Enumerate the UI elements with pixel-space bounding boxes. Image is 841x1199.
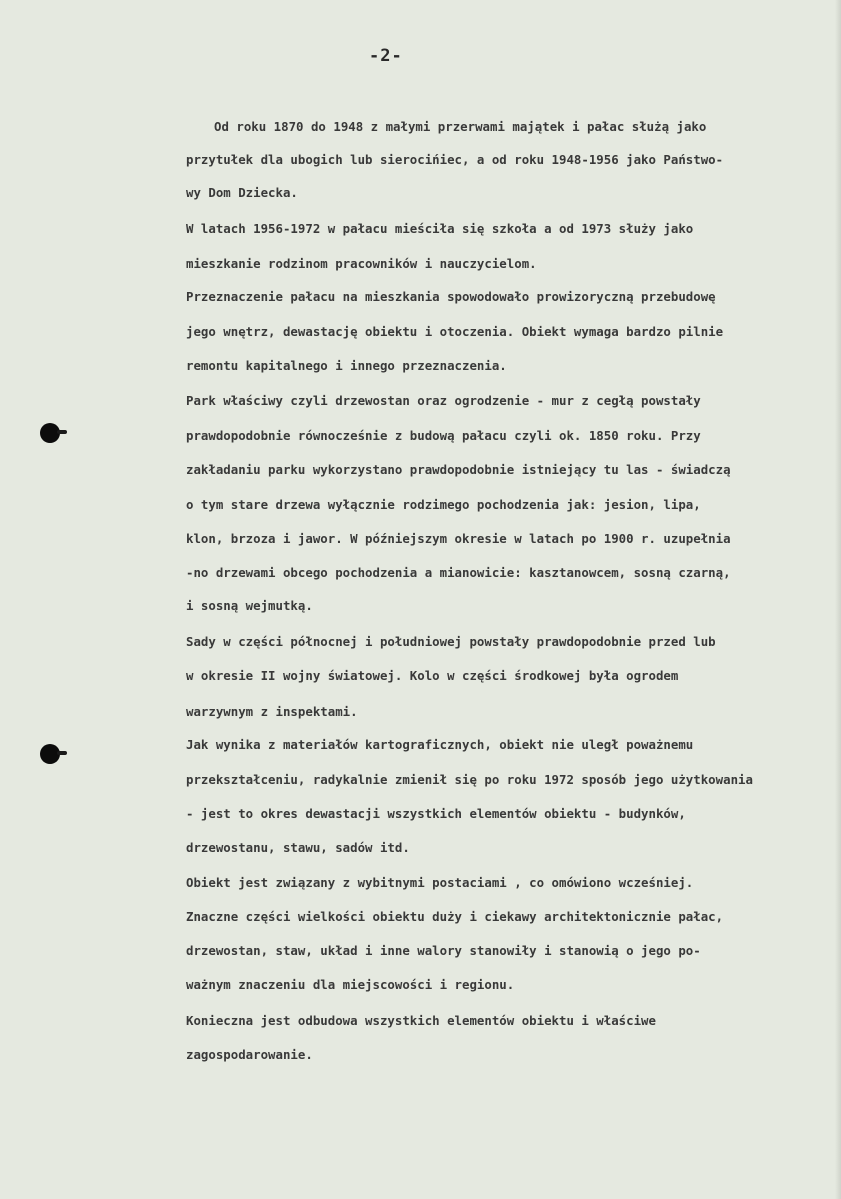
text-line: Konieczna jest odbudowa wszystkich elementów obiektu i właściwe	[186, 1013, 656, 1028]
page-edge-shadow	[835, 0, 841, 1199]
text-line: Od roku 1870 do 1948 z małymi przerwami majątek i pałac służą jako	[214, 119, 707, 134]
text-line: Przeznaczenie pałacu na mieszkania spowodowało prowizoryczną przebudowę	[186, 289, 716, 304]
punch-hole	[40, 423, 60, 443]
text-line: jego wnętrz, dewastację obiektu i otoczenia. Obiekt wymaga bardzo pilnie	[186, 324, 724, 339]
text-line: W latach 1956-1972 w pałacu mieściła się szkoła a od 1973 służy jako	[186, 221, 694, 236]
text-line: przytułek dla ubogich lub sierocińiec, a od roku 1948-1956 jako Państwo-	[186, 152, 724, 167]
text-line: -no drzewami obcego pochodzenia a mianowicie: kasztanowcem, sosną czarną,	[186, 565, 731, 580]
text-line: prawdopodobnie równocześnie z budową pałacu czyli ok. 1850 roku. Przy	[186, 428, 701, 443]
text-line: drzewostan, staw, układ i inne walory stanowiły i stanowią o jego po-	[186, 943, 701, 958]
text-line: o tym stare drzewa wyłącznie rodzimego pochodzenia jak: jesion, lipa,	[186, 497, 701, 512]
text-line: w okresie II wojny światowej. Kolo w części środkowej była ogrodem	[186, 668, 679, 683]
text-line: zakładaniu parku wykorzystano prawdopodobnie istniejący tu las - świadczą	[186, 462, 731, 477]
text-line: wy Dom Dziecka.	[186, 185, 298, 200]
text-line: drzewostanu, stawu, sadów itd.	[186, 840, 410, 855]
text-line: Park właściwy czyli drzewostan oraz ogrodzenie - mur z cegłą powstały	[186, 393, 701, 408]
text-line: Obiekt jest związany z wybitnymi postaciami , co omówiono wcześniej.	[186, 875, 694, 890]
text-line: przekształceniu, radykalnie zmienił się po roku 1972 sposób jego użytkowania	[186, 772, 753, 787]
text-line: i sosną wejmutką.	[186, 598, 313, 613]
text-line: Znaczne części wielkości obiektu duży i ciekawy architektonicznie pałac,	[186, 909, 724, 924]
text-line: remontu kapitalnego i innego przeznaczenia.	[186, 358, 507, 373]
text-line: klon, brzoza i jawor. W późniejszym okresie w latach po 1900 r. uzupełnia	[186, 531, 731, 546]
page-number: -2-	[369, 46, 403, 66]
punch-hole	[40, 744, 60, 764]
text-line: warzywnym z inspektami.	[186, 704, 358, 719]
text-line: Sady w części północnej i południowej powstały prawdopodobnie przed lub	[186, 634, 716, 649]
text-line: - jest to okres dewastacji wszystkich elementów obiektu - budynków,	[186, 806, 686, 821]
text-line: Jak wynika z materiałów kartograficznych, obiekt nie uległ poważnemu	[186, 737, 694, 752]
text-line: zagospodarowanie.	[186, 1047, 313, 1062]
text-line: mieszkanie rodzinom pracowników i nauczycielom.	[186, 256, 537, 271]
text-line: ważnym znaczeniu dla miejscowości i regionu.	[186, 977, 515, 992]
